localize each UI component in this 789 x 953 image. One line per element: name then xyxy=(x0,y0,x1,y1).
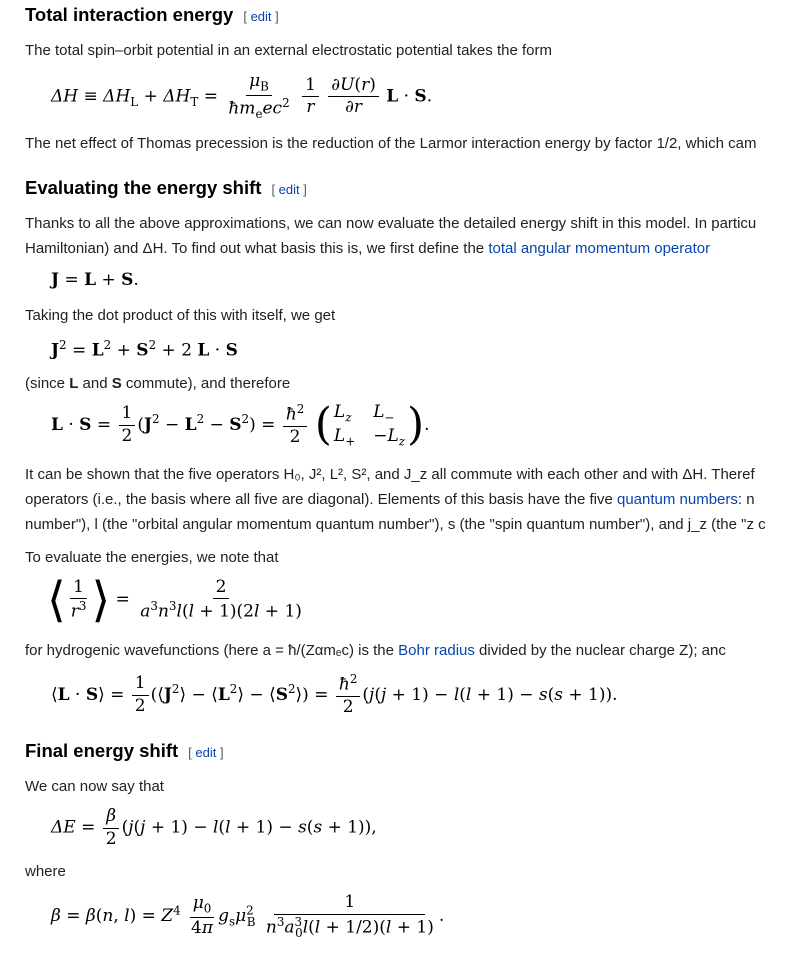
paragraph-can-now-say xyxy=(25,774,164,799)
section-heading-evaluating-energy-shift xyxy=(25,177,307,199)
paragraph-hydrogenic xyxy=(25,638,726,663)
paragraph-text: Thanks to all the above approximations, we can now evaluate the detailed energy shift in this model. In particu xyxy=(25,215,757,232)
equation-expectation-r-cubed: ⟨ $\frac{1}{r^3}$ ⟩ = $\frac{2}{a^3n^3l(l + 1)(2l + 1)}$ xyxy=(47,572,302,628)
edit-link[interactable]: edit xyxy=(278,182,300,197)
paragraph-text: The net effect of Thomas precession is the reduction of the Larmor interaction energy by factor 1/2, which cam xyxy=(25,135,757,152)
equation-delta-e: ΔE = $\frac{\beta}{2}$ (j(j + 1) − l(l + 1) − s(s + 1)), xyxy=(51,806,377,849)
edit-link[interactable]: edit xyxy=(195,745,217,760)
edit-bracket: [ edit ] xyxy=(243,9,279,24)
paragraph-text-line3: number"), l (the "orbital angular momentum quantum number"), s (the "spin quantum number"), and j_z (the "z c xyxy=(25,516,766,533)
link-total-angular-momentum-operator[interactable]: total angular momentum operator xyxy=(488,240,711,257)
section-title: Total interaction energy xyxy=(25,4,234,25)
paragraph-five-operators xyxy=(25,462,766,537)
section-title: Evaluating the energy shift xyxy=(25,177,262,198)
paragraph-text: (since L and S commute), and therefore xyxy=(25,375,291,392)
edit-bracket: [ edit ] xyxy=(271,182,307,197)
paragraph-text: It can be shown that the five operators H₀, J², L², S², and J_z all commute with each other and with ΔH. Theref xyxy=(25,466,755,483)
link-bohr-radius[interactable]: Bohr radius xyxy=(398,642,475,659)
paragraph-dot-product xyxy=(25,303,335,328)
paragraph-text: where xyxy=(25,863,66,880)
article-body xyxy=(25,0,789,953)
equation-j-definition: J = L + S. xyxy=(51,270,139,290)
section-heading-total-interaction-energy xyxy=(25,4,279,26)
paragraph-text: for hydrogenic wavefunctions (here a = ħ/(Zαmₑc) is the Bohr radius divided by the nuclear charge Z); anc xyxy=(25,642,726,659)
paragraph-text: To evaluate the energies, we note that xyxy=(25,549,279,566)
paragraph-where xyxy=(25,859,66,884)
section-heading-final-energy-shift xyxy=(25,740,224,762)
paragraph-approximations xyxy=(25,211,756,261)
edit-link[interactable]: edit xyxy=(250,9,272,24)
equation-l-dot-s-matrix: L · S = $\frac{1}{2}$ $(J^2 - L^2 - S^2)$ = $\frac{ħ^2}{2}$ ( $L_z$ $L_-$ $L_+$ $-L_z$ ) . xyxy=(51,399,430,451)
edit-bracket: [ edit ] xyxy=(188,745,224,760)
paragraph-thomas-precession xyxy=(25,131,757,156)
paragraph-text: The total spin–orbit potential in an external electrostatic potential takes the form xyxy=(25,42,552,59)
equation-total-hamiltonian: $\Delta H \equiv \Delta H_L + \Delta H_T$ = $\frac{\mu_B}{ħm_eec^2}$ $\frac{1}{r}$ $\frac{\partial U(r)}{\partial r}$ L · S. xyxy=(51,71,433,122)
paragraph-commute xyxy=(25,371,290,396)
paragraph-text-line2: Hamiltonian) and ΔH. To find out what basis this is, we first define the total angular momentum operator xyxy=(25,240,711,257)
link-quantum-numbers[interactable]: quantum numbers xyxy=(616,491,738,508)
equation-expectation-l-dot-s: ⟨L · S⟩ = $\frac{1}{2}$ ($⟨J^2⟩$ − $⟨L^2⟩$ − $⟨S^2⟩$) = $\frac{ħ^2}{2}$ (j(j + 1) − l(l + 1) − s(s + 1)). xyxy=(51,672,618,718)
paragraph-spin-orbit-intro xyxy=(25,38,552,63)
equation-j-squared: $J^2 = L^2 + S^2 + 2$ L · S xyxy=(51,338,238,361)
paragraph-text: We can now say that xyxy=(25,778,164,795)
section-title: Final energy shift xyxy=(25,740,179,761)
paragraph-evaluate-energies xyxy=(25,545,279,570)
equation-beta: β = β(n, $l) = Z^4$ $\frac{\mu_0}{4\pi}$ $g_s\mu^2_B$ $\frac{1}{n^3a^3_0l(l + 1/2)(l + 1)}$ . xyxy=(51,892,445,940)
paragraph-text: Taking the dot product of this with itself, we get xyxy=(25,307,336,324)
paragraph-text-line2: operators (i.e., the basis where all five are diagonal). Elements of this basis have the five quantum numbers: n xyxy=(25,491,755,508)
